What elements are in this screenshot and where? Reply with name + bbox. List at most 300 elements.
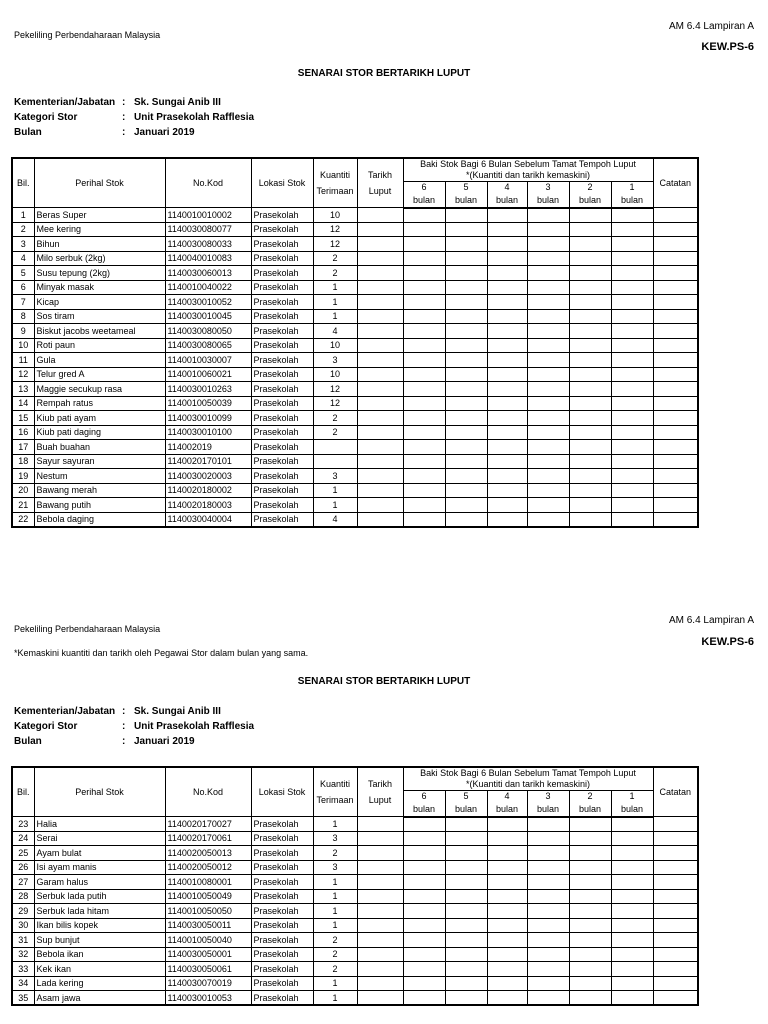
row-remarks[interactable] (653, 875, 698, 890)
row-month-2[interactable] (569, 976, 611, 991)
row-month-5[interactable] (445, 904, 487, 919)
row-quantity: 3 (313, 469, 357, 484)
row-month-5[interactable] (445, 440, 487, 455)
row-quantity: 2 (313, 962, 357, 977)
row-month-3[interactable] (527, 976, 569, 991)
row-month-2[interactable] (569, 846, 611, 861)
row-month-2[interactable] (569, 831, 611, 846)
row-code: 1140030080077 (165, 222, 251, 237)
row-month-3[interactable] (527, 396, 569, 411)
row-month-1[interactable] (611, 367, 653, 382)
row-month-1[interactable] (611, 440, 653, 455)
row-expiry[interactable] (357, 904, 403, 919)
row-month-5[interactable] (445, 338, 487, 353)
row-month-1[interactable] (611, 904, 653, 919)
row-month-1[interactable] (611, 411, 653, 426)
row-remarks[interactable] (653, 991, 698, 1006)
row-expiry[interactable] (357, 962, 403, 977)
row-month-5[interactable] (445, 353, 487, 368)
row-month-4[interactable] (487, 208, 527, 223)
row-month-2[interactable] (569, 860, 611, 875)
row-month-5[interactable] (445, 367, 487, 382)
row-code: 1140010040022 (165, 280, 251, 295)
row-month-2[interactable] (569, 962, 611, 977)
row-remarks[interactable] (653, 498, 698, 513)
row-month-2[interactable] (569, 251, 611, 266)
row-month-6[interactable] (403, 904, 445, 919)
row-month-1[interactable] (611, 846, 653, 861)
row-month-1[interactable] (611, 962, 653, 977)
row-month-6[interactable] (403, 222, 445, 237)
row-bil: 31 (12, 933, 34, 948)
row-month-1[interactable] (611, 498, 653, 513)
row-month-2[interactable] (569, 425, 611, 440)
row-month-6[interactable] (403, 498, 445, 513)
row-month-1[interactable] (611, 512, 653, 527)
row-month-2[interactable] (569, 918, 611, 933)
row-bil: 33 (12, 962, 34, 977)
row-month-6[interactable] (403, 338, 445, 353)
row-month-6[interactable] (403, 367, 445, 382)
row-remarks[interactable] (653, 425, 698, 440)
col-tarikh-line1: Tarikh (367, 169, 392, 180)
row-expiry[interactable] (357, 353, 403, 368)
row-month-2[interactable] (569, 208, 611, 223)
row-location: Prasekolah (251, 918, 313, 933)
row-month-3[interactable] (527, 991, 569, 1006)
row-month-3[interactable] (527, 889, 569, 904)
row-expiry[interactable] (357, 454, 403, 469)
row-month-4[interactable] (487, 382, 527, 397)
row-month-1[interactable] (611, 208, 653, 223)
row-expiry[interactable] (357, 860, 403, 875)
row-month-4[interactable] (487, 353, 527, 368)
row-month-1[interactable] (611, 382, 653, 397)
row-month-3[interactable] (527, 454, 569, 469)
row-month-6[interactable] (403, 251, 445, 266)
row-month-1[interactable] (611, 947, 653, 962)
row-remarks[interactable] (653, 382, 698, 397)
row-remarks[interactable] (653, 933, 698, 948)
row-expiry[interactable] (357, 846, 403, 861)
row-month-2[interactable] (569, 237, 611, 252)
row-expiry[interactable] (357, 512, 403, 527)
row-month-4[interactable] (487, 846, 527, 861)
row-month-4[interactable] (487, 512, 527, 527)
row-remarks[interactable] (653, 817, 698, 832)
row-month-3[interactable] (527, 962, 569, 977)
row-expiry[interactable] (357, 222, 403, 237)
publication-name: Pekeliling Perbendaharaan Malaysia (14, 624, 161, 634)
row-month-3[interactable] (527, 425, 569, 440)
row-expiry[interactable] (357, 483, 403, 498)
row-remarks[interactable] (653, 976, 698, 991)
row-month-3[interactable] (527, 222, 569, 237)
row-remarks[interactable] (653, 962, 698, 977)
row-remarks[interactable] (653, 904, 698, 919)
row-month-2[interactable] (569, 512, 611, 527)
row-month-6[interactable] (403, 817, 445, 832)
row-month-5[interactable] (445, 425, 487, 440)
row-month-1[interactable] (611, 353, 653, 368)
row-month-4[interactable] (487, 295, 527, 310)
row-month-5[interactable] (445, 222, 487, 237)
row-remarks[interactable] (653, 512, 698, 527)
row-month-2[interactable] (569, 469, 611, 484)
col-kuantiti-line1: Kuantiti (319, 169, 351, 180)
row-month-2[interactable] (569, 454, 611, 469)
row-month-6[interactable] (403, 846, 445, 861)
row-month-6[interactable] (403, 208, 445, 223)
row-month-5[interactable] (445, 454, 487, 469)
row-remarks[interactable] (653, 367, 698, 382)
row-month-6[interactable] (403, 933, 445, 948)
row-expiry[interactable] (357, 237, 403, 252)
row-expiry[interactable] (357, 396, 403, 411)
row-month-4[interactable] (487, 976, 527, 991)
row-month-5[interactable] (445, 237, 487, 252)
row-month-5[interactable] (445, 280, 487, 295)
table-row (12, 338, 698, 353)
row-expiry[interactable] (357, 295, 403, 310)
row-month-3[interactable] (527, 411, 569, 426)
row-month-4[interactable] (487, 454, 527, 469)
row-month-3[interactable] (527, 324, 569, 339)
row-expiry[interactable] (357, 918, 403, 933)
row-remarks[interactable] (653, 889, 698, 904)
row-month-4[interactable] (487, 367, 527, 382)
row-month-2[interactable] (569, 295, 611, 310)
row-month-6[interactable] (403, 411, 445, 426)
col-tarikh-line2: Luput (368, 794, 392, 805)
row-month-3[interactable] (527, 483, 569, 498)
row-expiry[interactable] (357, 411, 403, 426)
row-expiry[interactable] (357, 324, 403, 339)
row-month-3[interactable] (527, 338, 569, 353)
row-month-6[interactable] (403, 266, 445, 281)
row-expiry[interactable] (357, 498, 403, 513)
row-remarks[interactable] (653, 222, 698, 237)
row-expiry[interactable] (357, 976, 403, 991)
row-month-1[interactable] (611, 933, 653, 948)
row-month-2[interactable] (569, 309, 611, 324)
row-month-1[interactable] (611, 454, 653, 469)
row-month-5[interactable] (445, 411, 487, 426)
row-month-4[interactable] (487, 875, 527, 890)
row-expiry[interactable] (357, 889, 403, 904)
row-month-5[interactable] (445, 498, 487, 513)
row-month-1[interactable] (611, 918, 653, 933)
row-month-1[interactable] (611, 976, 653, 991)
row-month-2[interactable] (569, 367, 611, 382)
row-month-2[interactable] (569, 338, 611, 353)
row-month-4[interactable] (487, 251, 527, 266)
row-month-6[interactable] (403, 512, 445, 527)
row-month-6[interactable] (403, 483, 445, 498)
row-month-4[interactable] (487, 933, 527, 948)
row-month-5[interactable] (445, 251, 487, 266)
row-month-6[interactable] (403, 425, 445, 440)
row-month-1[interactable] (611, 237, 653, 252)
row-month-4[interactable] (487, 280, 527, 295)
row-remarks[interactable] (653, 440, 698, 455)
row-month-4[interactable] (487, 266, 527, 281)
col-nokod: No.Kod (165, 158, 251, 208)
row-month-1[interactable] (611, 425, 653, 440)
row-month-3[interactable] (527, 947, 569, 962)
row-month-6[interactable] (403, 831, 445, 846)
row-month-4[interactable] (487, 947, 527, 962)
row-month-1[interactable] (611, 338, 653, 353)
row-month-3[interactable] (527, 831, 569, 846)
row-month-2[interactable] (569, 440, 611, 455)
row-month-3[interactable] (527, 295, 569, 310)
row-month-2[interactable] (569, 353, 611, 368)
row-month-1[interactable] (611, 831, 653, 846)
row-month-6[interactable] (403, 976, 445, 991)
row-month-3[interactable] (527, 875, 569, 890)
row-month-4[interactable] (487, 498, 527, 513)
row-month-1[interactable] (611, 469, 653, 484)
row-month-5[interactable] (445, 976, 487, 991)
row-month-3[interactable] (527, 382, 569, 397)
row-month-6[interactable] (403, 469, 445, 484)
row-month-5[interactable] (445, 889, 487, 904)
row-month-3[interactable] (527, 208, 569, 223)
row-expiry[interactable] (357, 440, 403, 455)
row-month-1[interactable] (611, 222, 653, 237)
row-month-2[interactable] (569, 498, 611, 513)
row-expiry[interactable] (357, 875, 403, 890)
row-item: Ikan bilis kopek (34, 918, 165, 933)
row-month-1[interactable] (611, 309, 653, 324)
row-month-6[interactable] (403, 295, 445, 310)
row-month-6[interactable] (403, 860, 445, 875)
row-month-2[interactable] (569, 266, 611, 281)
row-month-4[interactable] (487, 469, 527, 484)
row-expiry[interactable] (357, 208, 403, 223)
row-month-3[interactable] (527, 440, 569, 455)
row-month-4[interactable] (487, 483, 527, 498)
row-month-1[interactable] (611, 991, 653, 1006)
row-expiry[interactable] (357, 425, 403, 440)
row-month-5[interactable] (445, 860, 487, 875)
row-month-2[interactable] (569, 280, 611, 295)
row-month-5[interactable] (445, 875, 487, 890)
row-code: 1140010060021 (165, 367, 251, 382)
row-month-6[interactable] (403, 889, 445, 904)
row-month-5[interactable] (445, 817, 487, 832)
row-month-2[interactable] (569, 991, 611, 1006)
row-expiry[interactable] (357, 933, 403, 948)
row-remarks[interactable] (653, 208, 698, 223)
row-month-5[interactable] (445, 309, 487, 324)
row-remarks[interactable] (653, 266, 698, 281)
row-month-2[interactable] (569, 875, 611, 890)
row-month-3[interactable] (527, 860, 569, 875)
row-month-3[interactable] (527, 266, 569, 281)
row-month-1[interactable] (611, 875, 653, 890)
row-month-1[interactable] (611, 396, 653, 411)
row-month-3[interactable] (527, 353, 569, 368)
row-month-4[interactable] (487, 237, 527, 252)
row-expiry[interactable] (357, 338, 403, 353)
row-month-6[interactable] (403, 991, 445, 1006)
row-expiry[interactable] (357, 280, 403, 295)
row-expiry[interactable] (357, 831, 403, 846)
row-month-1[interactable] (611, 295, 653, 310)
row-month-6[interactable] (403, 875, 445, 890)
row-month-4[interactable] (487, 962, 527, 977)
row-month-1[interactable] (611, 483, 653, 498)
col-kuantiti-line1: Kuantiti (319, 778, 351, 789)
row-remarks[interactable] (653, 483, 698, 498)
row-month-2[interactable] (569, 222, 611, 237)
row-month-6[interactable] (403, 918, 445, 933)
row-month-4[interactable] (487, 338, 527, 353)
row-month-1[interactable] (611, 817, 653, 832)
row-month-3[interactable] (527, 251, 569, 266)
row-month-1[interactable] (611, 266, 653, 281)
row-month-1[interactable] (611, 889, 653, 904)
row-month-4[interactable] (487, 831, 527, 846)
row-month-6[interactable] (403, 353, 445, 368)
row-month-2[interactable] (569, 889, 611, 904)
row-remarks[interactable] (653, 831, 698, 846)
row-month-3[interactable] (527, 512, 569, 527)
row-month-5[interactable] (445, 831, 487, 846)
row-month-5[interactable] (445, 846, 487, 861)
row-month-4[interactable] (487, 889, 527, 904)
row-expiry[interactable] (357, 947, 403, 962)
row-expiry[interactable] (357, 469, 403, 484)
row-month-3[interactable] (527, 280, 569, 295)
row-month-6[interactable] (403, 947, 445, 962)
row-month-2[interactable] (569, 411, 611, 426)
row-month-5[interactable] (445, 512, 487, 527)
row-month-1[interactable] (611, 324, 653, 339)
row-month-2[interactable] (569, 396, 611, 411)
row-month-6[interactable] (403, 309, 445, 324)
row-month-5[interactable] (445, 324, 487, 339)
row-month-6[interactable] (403, 454, 445, 469)
row-month-6[interactable] (403, 396, 445, 411)
row-month-6[interactable] (403, 324, 445, 339)
row-month-4[interactable] (487, 411, 527, 426)
month-bulan: bulan (611, 803, 653, 817)
row-month-3[interactable] (527, 469, 569, 484)
row-month-5[interactable] (445, 396, 487, 411)
row-month-3[interactable] (527, 237, 569, 252)
row-month-3[interactable] (527, 498, 569, 513)
row-month-4[interactable] (487, 396, 527, 411)
row-month-5[interactable] (445, 918, 487, 933)
row-remarks[interactable] (653, 237, 698, 252)
row-remarks[interactable] (653, 251, 698, 266)
row-remarks[interactable] (653, 396, 698, 411)
row-expiry[interactable] (357, 309, 403, 324)
row-expiry[interactable] (357, 251, 403, 266)
row-month-5[interactable] (445, 469, 487, 484)
row-month-4[interactable] (487, 309, 527, 324)
row-expiry[interactable] (357, 382, 403, 397)
row-remarks[interactable] (653, 324, 698, 339)
row-month-6[interactable] (403, 237, 445, 252)
row-month-2[interactable] (569, 382, 611, 397)
row-month-1[interactable] (611, 860, 653, 875)
row-remarks[interactable] (653, 469, 698, 484)
row-month-5[interactable] (445, 933, 487, 948)
row-remarks[interactable] (653, 338, 698, 353)
row-month-6[interactable] (403, 280, 445, 295)
row-month-4[interactable] (487, 425, 527, 440)
row-location: Prasekolah (251, 831, 313, 846)
row-month-4[interactable] (487, 324, 527, 339)
row-month-2[interactable] (569, 947, 611, 962)
row-month-5[interactable] (445, 208, 487, 223)
row-month-6[interactable] (403, 962, 445, 977)
row-month-1[interactable] (611, 280, 653, 295)
row-month-2[interactable] (569, 933, 611, 948)
row-expiry[interactable] (357, 266, 403, 281)
row-month-5[interactable] (445, 483, 487, 498)
row-month-6[interactable] (403, 440, 445, 455)
row-month-5[interactable] (445, 962, 487, 977)
row-month-2[interactable] (569, 324, 611, 339)
row-month-4[interactable] (487, 222, 527, 237)
row-month-3[interactable] (527, 846, 569, 861)
row-month-5[interactable] (445, 266, 487, 281)
row-month-3[interactable] (527, 817, 569, 832)
row-month-4[interactable] (487, 904, 527, 919)
row-remarks[interactable] (653, 454, 698, 469)
row-month-3[interactable] (527, 904, 569, 919)
row-month-4[interactable] (487, 918, 527, 933)
row-month-4[interactable] (487, 991, 527, 1006)
row-month-2[interactable] (569, 483, 611, 498)
row-month-2[interactable] (569, 817, 611, 832)
row-remarks[interactable] (653, 918, 698, 933)
row-month-2[interactable] (569, 904, 611, 919)
row-expiry[interactable] (357, 991, 403, 1006)
row-remarks[interactable] (653, 309, 698, 324)
row-expiry[interactable] (357, 367, 403, 382)
row-remarks[interactable] (653, 860, 698, 875)
row-month-6[interactable] (403, 382, 445, 397)
row-month-3[interactable] (527, 933, 569, 948)
row-remarks[interactable] (653, 295, 698, 310)
row-month-1[interactable] (611, 251, 653, 266)
row-remarks[interactable] (653, 280, 698, 295)
row-month-5[interactable] (445, 947, 487, 962)
row-month-5[interactable] (445, 295, 487, 310)
row-remarks[interactable] (653, 846, 698, 861)
row-month-3[interactable] (527, 367, 569, 382)
row-month-5[interactable] (445, 382, 487, 397)
row-month-4[interactable] (487, 440, 527, 455)
meta-label: Bulan (14, 736, 42, 747)
row-remarks[interactable] (653, 353, 698, 368)
row-month-3[interactable] (527, 309, 569, 324)
row-expiry[interactable] (357, 817, 403, 832)
row-remarks[interactable] (653, 947, 698, 962)
meta-label: Kementerian/Jabatan (14, 706, 116, 717)
row-remarks[interactable] (653, 411, 698, 426)
row-month-5[interactable] (445, 991, 487, 1006)
row-month-4[interactable] (487, 817, 527, 832)
row-month-4[interactable] (487, 860, 527, 875)
row-month-3[interactable] (527, 918, 569, 933)
